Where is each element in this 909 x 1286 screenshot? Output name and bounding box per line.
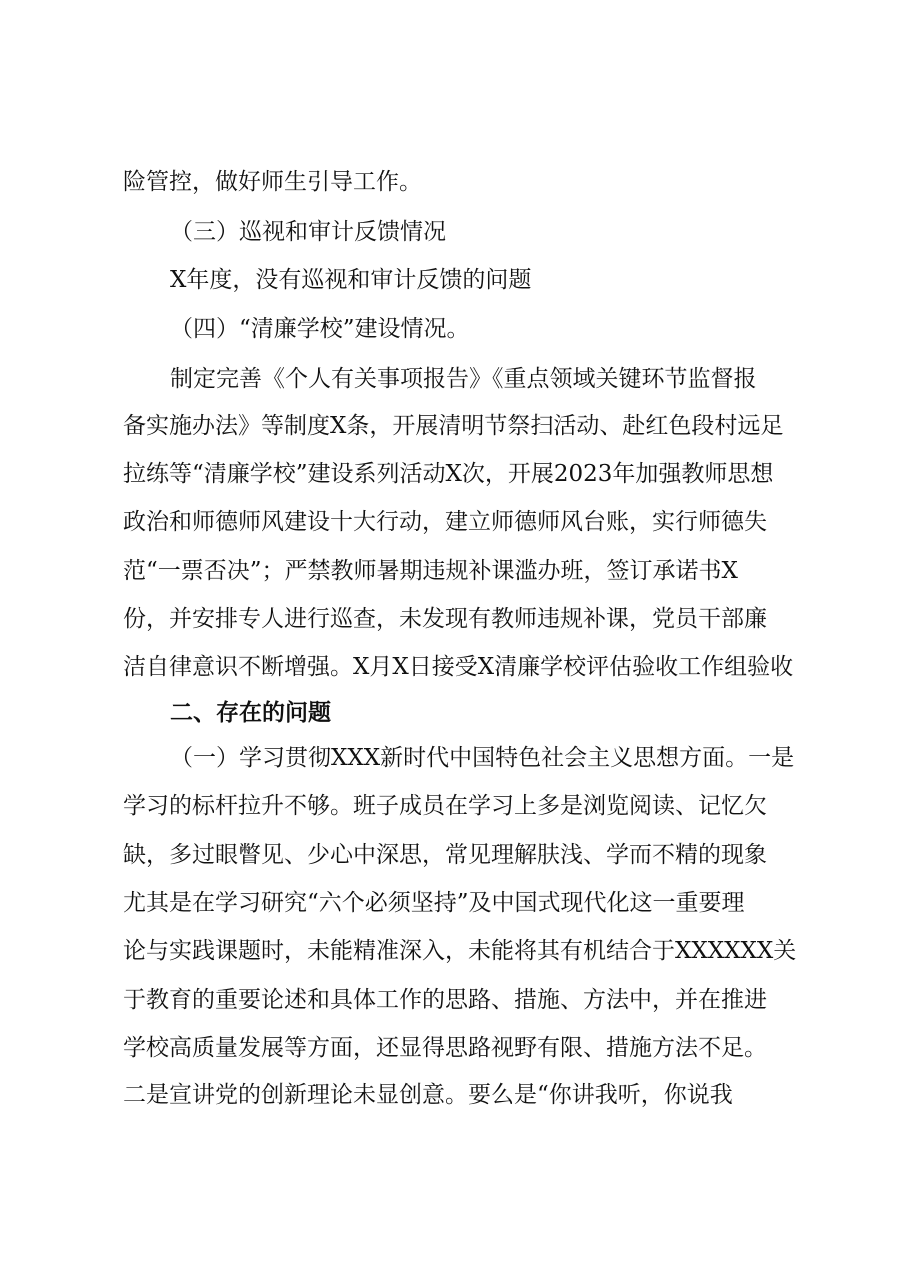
text-line-10: 份，并安排专人进行巡查，未发现有教师违规补课，党员干部廉 — [123, 606, 767, 632]
text-line-11: 洁自律意识不断增强。X月X日接受X清廉学校评估验收工作组验收 — [123, 654, 794, 680]
subheading-inspection-audit: （三）巡视和审计反馈情况 — [170, 219, 446, 245]
text-line-18: 于教育的重要论述和具体工作的思路、措施、方法中，并在推进 — [123, 987, 767, 1013]
text-line-20: 二是宣讲党的创新理论未显创意。要么是“你讲我听，你说我 — [123, 1082, 733, 1108]
text-line-13: （一）学习贯彻XXX新时代中国特色社会主义思想方面。一是 — [170, 745, 795, 771]
text-line-7: 拉练等“清廉学校”建设系列活动X次，开展2023年加强教师思想 — [123, 461, 774, 487]
text-line-8: 政治和师德师风建设十大行动，建立师德师风台账，实行师德失 — [123, 509, 767, 535]
text-line-6: 备实施办法》等制度X条，开展清明节祭扫活动、赴红色段村远足 — [123, 413, 784, 439]
section-heading-problems: 二、存在的问题 — [170, 700, 331, 726]
text-line-15: 缺，多过眼瞥见、少心中深思，常见理解肤浅、学而不精的现象 — [123, 842, 767, 868]
text-line-5: 制定完善《个人有关事项报告》《重点领域关键环节监督报 — [170, 366, 757, 392]
text-line-3: X年度，没有巡视和审计反馈的问题 — [170, 267, 532, 293]
text-line-9: 范“一票否决”；严禁教师暑期违规补课滥办班，签订承诺书X — [123, 558, 738, 584]
text-line-19: 学校高质量发展等方面，还显得思路视野有限、措施方法不足。 — [123, 1035, 767, 1061]
text-line-14: 学习的标杆拉升不够。班子成员在学习上多是浏览阅读、记忆欠 — [123, 793, 767, 819]
text-line-17: 论与实践课题时，未能精准深入，未能将其有机结合于XXXXXX关 — [123, 938, 797, 964]
subheading-clean-school: （四）“清廉学校”建设情况。 — [170, 316, 470, 342]
text-line-16: 尤其是在学习研究“六个必须坚持”及中国式现代化这一重要理 — [123, 890, 745, 916]
text-line-1: 险管控，做好师生引导工作。 — [123, 169, 422, 195]
